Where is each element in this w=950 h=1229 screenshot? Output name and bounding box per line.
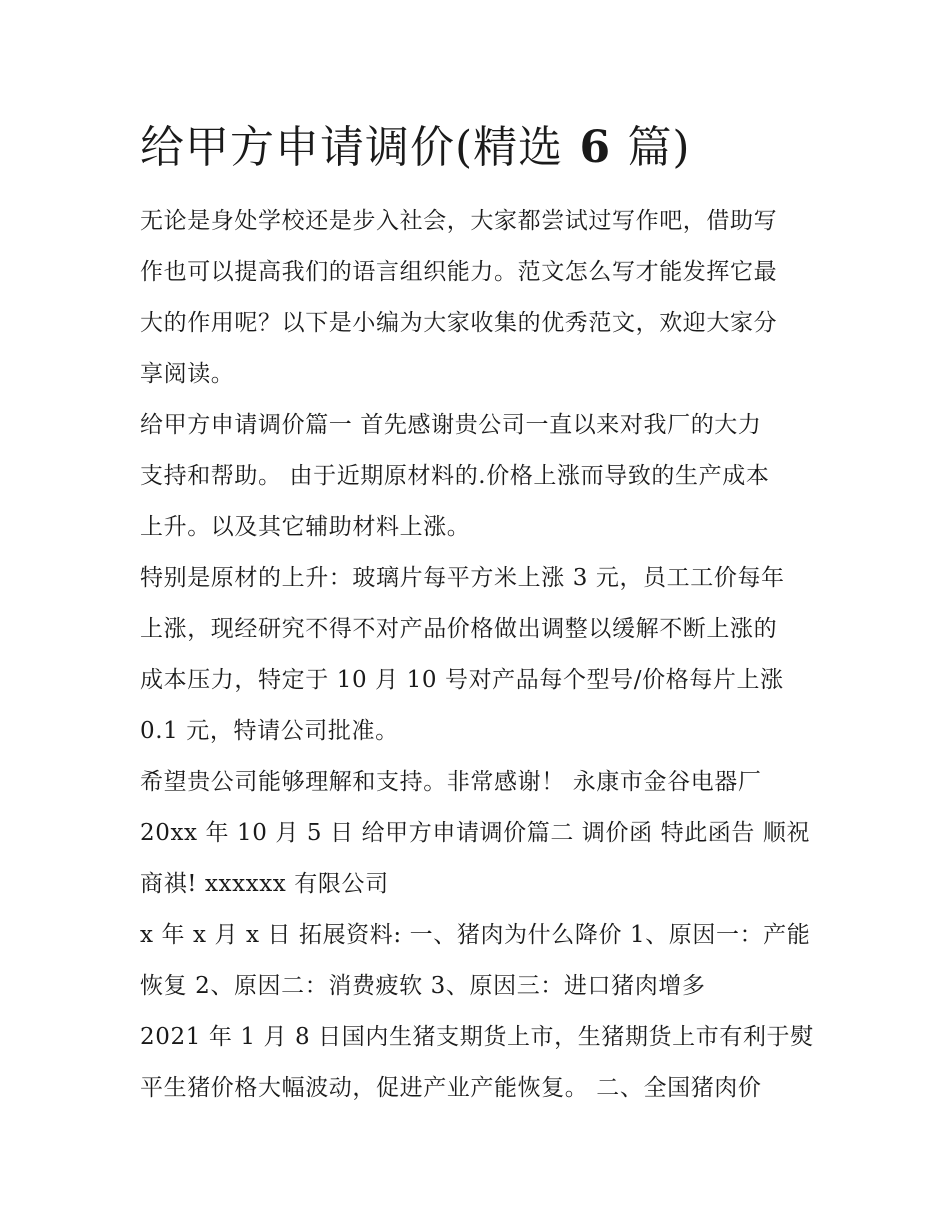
text-line-6: 支持和帮助。 由于近期原材料的.价格上涨而导致的生产成本 [140,463,770,489]
document-body [140,196,820,1114]
title-main: 给甲方申请调价(精选 [140,122,564,173]
text-line-1: 无论是身处学校还是步入社会，大家都尝试过写作吧，借助写 [140,208,778,234]
text-line-12: 希望贵公司能够理解和支持。非常感谢！ 永康市金谷电器厂 [140,769,762,795]
text-line-11: 0.1 元，特请公司批准。 [140,718,399,744]
text-line-9: 上涨，现经研究不得不对产品价格做出调整以缓解不断上涨的 [140,616,778,642]
text-line-15: x 年 x 月 x 日 拓展资料: 一、猪肉为什么降价 1、原因一：产能 [140,922,811,948]
text-line-8: 特别是原材的上升：玻璃片每平方米上涨 3 元，员工工价每年 [140,565,785,591]
title-tail: 篇) [627,122,691,173]
title-number: 6 [563,122,628,173]
text-line-7: 上升。以及其它辅助材料上涨。 [140,514,471,540]
text-line-18: 平生猪价格大幅波动，促进产业产能恢复。 二、全国猪肉价 [140,1075,762,1101]
text-line-3: 大的作用呢？以下是小编为大家收集的优秀范文，欢迎大家分 [140,310,778,336]
text-line-2: 作也可以提高我们的语言组织能力。范文怎么写才能发挥它最 [140,259,778,285]
text-line-5: 给甲方申请调价篇一 首先感谢贵公司一直以来对我厂的大力 [140,412,762,438]
text-line-17: 2021 年 1 月 8 日国内生猪支期货上市，生猪期货上市有利于熨 [140,1024,814,1050]
text-line-14: 商祺! xxxxxx 有限公司 [140,871,389,897]
text-line-10: 成本压力，特定于 10 月 10 号对产品每个型号/价格每片上涨 [140,667,784,693]
text-line-4: 享阅读。 [140,361,235,387]
text-line-16: 恢复 2、原因二：消费疲软 3、原因三：进口猪肉增多 [140,973,706,999]
text-line-13: 20xx 年 10 月 5 日 给甲方申请调价篇二 调价函 特此函告 顺祝 [140,820,811,846]
document-title [140,118,691,178]
